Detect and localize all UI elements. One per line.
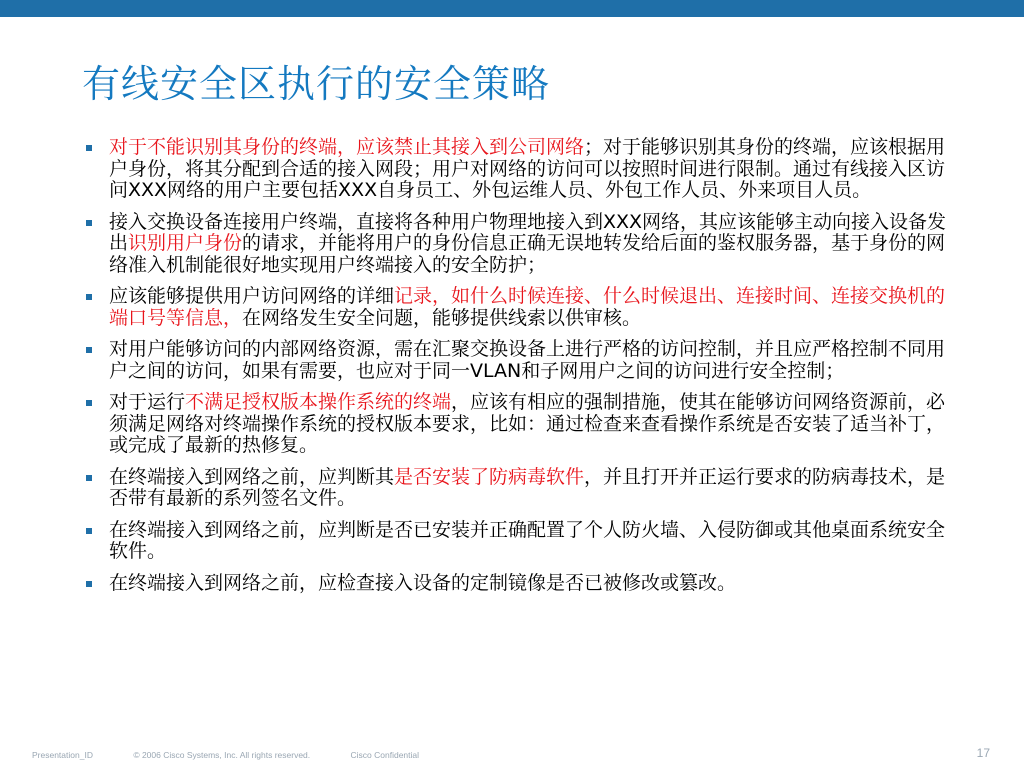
body-text: 在终端接入到网络之前，应判断是否已安装并正确配置了个人防火墙、入侵防御或其他桌面系统安全软件。 [109, 518, 946, 562]
body-text: 在网络发生安全问题，能够提供线索以供审核。 [242, 306, 642, 329]
body-text: ，并且打开并正运行要求的防病毒技术，是否带有最新的系列签名文件。 [109, 465, 946, 509]
top-banner [0, 0, 1024, 17]
body-text: 应该能够提供用户访问网络的详细 [109, 285, 395, 307]
highlight-text: 不满足授权版本操作系统的终端 [185, 391, 452, 413]
body-text: 对用户能够访问的内部网络资源，需在汇聚交换设备上进行严格的访问控制，并且应严格控制不同用户之间的访问，如果有需要，也应对于同一VLAN和子网用户之间的访问进行安全控制； [109, 338, 946, 382]
bullet-list [86, 137, 952, 604]
slide-title: 有线安全区执行的安全策略 [82, 62, 551, 106]
confidential-label: Cisco Confidential [350, 750, 420, 760]
body-text: ；对于能够识别其身份的终端，应该根据用户身份，将其分配到合适的接入网段；用户对网络的访问可以按照时间进行限制。通过有线接入区访问XXX网络的用户主要包括XXX自身员工、外包运维人员、外包工作人员、外来项目人员。 [109, 136, 946, 201]
body-text: 的请求，并能将用户的身份信息正确无误地转发给后面的鉴权服务器，基于身份的网络准入机制能很好地实现用户终端接入的安全防护； [109, 232, 946, 276]
body-text: 对于运行 [109, 391, 186, 413]
page-number: 17 [976, 746, 990, 760]
highlight-text: 识别用户身份 [128, 232, 243, 254]
bullet-item [86, 520, 952, 563]
bullet-item [86, 392, 952, 457]
bullet-item [86, 467, 952, 510]
footer [32, 750, 457, 760]
bullet-item [86, 286, 952, 329]
square-bullet-icon [86, 475, 92, 481]
body-text: 接入交换设备连接用户终端，直接将各种用户物理地接入到XXX网络，其应该能够主动向接入设备发出 [109, 210, 947, 254]
body-text: 在终端接入到网络之前，应判断其 [109, 465, 395, 488]
bullet-item [86, 212, 952, 277]
square-bullet-icon [86, 145, 92, 151]
square-bullet-icon [86, 400, 92, 406]
presentation-id: Presentation_ID [32, 750, 93, 760]
square-bullet-icon [86, 581, 92, 587]
highlight-text: 对于不能识别其身份的终端，应该禁止其接入到公司网络 [109, 136, 585, 158]
square-bullet-icon [86, 294, 92, 300]
body-text: 在终端接入到网络之前，应检查接入设备的定制镜像是否已被修改或篡改。 [109, 571, 737, 594]
bullet-item [86, 137, 952, 202]
bullet-item [86, 339, 952, 382]
copyright: © 2006 Cisco Systems, Inc. All rights reserved. [133, 750, 311, 760]
square-bullet-icon [86, 528, 92, 534]
highlight-text: 是否安装了防病毒软件 [394, 465, 585, 488]
square-bullet-icon [86, 220, 92, 226]
highlight-text: 记录，如什么时候连接、什么时候退出、连接时间、连接交换机的端口号等信息， [109, 285, 946, 329]
bullet-item [86, 573, 952, 595]
square-bullet-icon [86, 347, 92, 353]
body-text: ，应该有相应的强制措施，使其在能够访问网络资源前，必须满足网络对终端操作系统的授权版本要求，比如：通过检查来查看操作系统是否安装了适当补丁，或完成了最新的热修复。 [109, 391, 946, 456]
